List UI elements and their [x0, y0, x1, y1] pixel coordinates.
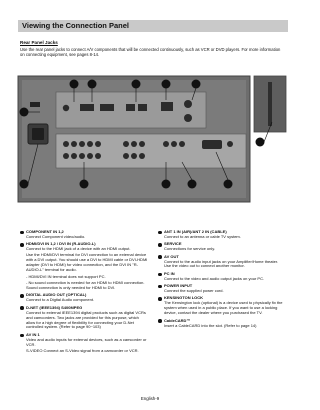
dnet-port-2: [138, 104, 147, 111]
connector-strip-bottom: [56, 134, 246, 168]
item-kensington: KENSINGTON LOCK The Kensington lock (optional) is a device used to physically fix the system when used in a public place. If you want to use a locking device, contact the dealer where you purchased the TV.: [158, 296, 286, 316]
kensington-slot: [30, 102, 40, 107]
left-column: [20, 230, 148, 356]
bullet-icon: [158, 285, 162, 289]
bullet-icon: [158, 319, 162, 323]
service-port: [161, 102, 173, 111]
bullet-icon: [158, 273, 162, 277]
item-antenna: ANT 1 IN (AIR)/ANT 2 IN (CABLE) Connect to an antenna or cable TV system.: [158, 230, 286, 240]
item-component: COMPONENT IN 1,2 Connect Component video/audio.: [20, 230, 148, 240]
pc-in-port: [202, 140, 222, 149]
ant2-port: [184, 114, 192, 122]
bullet-icon: [20, 294, 24, 298]
pc-audio-port: [227, 141, 233, 147]
bullet-icon: [20, 306, 24, 310]
intro-paragraph: Use the rear panel jacks to connect A/V components that will be connected continuously, such as VCR or DVD players. For more information on connecting equipment, see pages 8-14.: [20, 47, 281, 58]
bullet-icon: [158, 255, 162, 259]
page-number: English-9: [140, 396, 160, 401]
bullet-icon: [20, 334, 24, 338]
item-cablecard: CableCARD™ Insert a CableCARD into the slot. (Refer to page 14): [158, 319, 286, 329]
hdmi-port-2: [100, 104, 114, 111]
page-title: Viewing the Connection Panel: [22, 21, 129, 30]
section-subtitle: Rear Panel Jacks: [20, 40, 58, 45]
right-column: [158, 230, 286, 331]
item-hdmi: HDMI/DVI IN 1,2 / DVI IN (R-AUDIO-L) Connect to the HDMI jack of a device with an HDMI output. Use the HDMI/DVI terminal for DVI connection to an external device with a DVI output. You should use a DVI to HDMI cable or DVI-HDMI adapter (DVI to HDMI) for video connection, and the DVI IN "R-AUDIO-L" terminal for audio.: [20, 242, 148, 272]
hdmi-port-1: [80, 104, 94, 111]
section-title-bar: [18, 20, 288, 32]
cablecard-slot: [268, 82, 272, 126]
item-hdmi-notes: - HDMI/DVI IN terminal does not support PC. - No sound connection is needed for an HDMI to HDMI connection. Sound connection is only needed for HDMI to DVI.: [26, 274, 145, 291]
dnet-port-1: [126, 104, 135, 111]
item-service: SERVICE Connections for service only.: [158, 242, 286, 252]
item-digital-audio: DIGITAL AUDIO OUT (OPTICAL) Connect to a Digital Audio component.: [20, 293, 148, 303]
optical-port: [63, 105, 69, 111]
bullet-icon: [158, 297, 162, 301]
item-av-out: AV OUT Connect to the audio input jacks on your Amplifier/Home theater. Use the video out to connect another monitor.: [158, 255, 286, 270]
bullet-icon: [158, 231, 162, 235]
item-av-in: AV IN 1 Video and audio inputs for external devices, such as a camcorder or VCR. S-VIDEO Connect an S-Video signal from a camcorder or VCR.: [20, 333, 148, 354]
rear-panel-diagram: [16, 72, 288, 212]
item-dnet: D-NET (IEEE1394) S400MPEG Connect to external IEEE1394 digital products such as digital VCRs and camcorders. Two jacks are provided for this purpose, which allow for a high degree of flexibility for connecting your D-Net controlled system. (Refer to page 90~103): [20, 306, 148, 331]
bullet-icon: [20, 243, 24, 247]
bullet-icon: [20, 231, 24, 235]
item-pc-in: PC IN Connect to the video and audio output jacks on your PC.: [158, 272, 286, 282]
av-out-jacks: [163, 141, 185, 147]
item-power: POWER INPUT Connect the supplied power cord.: [158, 284, 286, 294]
ant1-port: [184, 100, 192, 108]
bullet-icon: [158, 243, 162, 247]
